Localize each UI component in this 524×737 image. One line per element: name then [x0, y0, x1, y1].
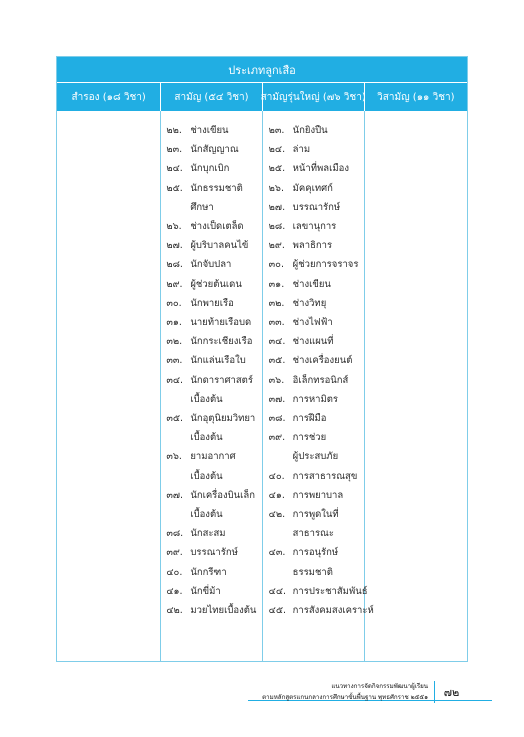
list-item: [161, 486, 261, 505]
item-label: ผู้ประสบภัย: [292, 451, 339, 463]
scout-badge-table: [56, 56, 468, 662]
item-label: ล่าม: [292, 144, 311, 156]
item-number: ๓๔.: [268, 336, 286, 348]
item-label: การอนุรักษ์: [292, 547, 339, 559]
item-number: ๓๕.: [268, 355, 286, 367]
item-label: นักสะสม: [190, 528, 226, 540]
item-label: นักเครื่องบินเล็ก: [190, 489, 255, 501]
item-number: ๒๕.: [268, 163, 286, 175]
item-number: [166, 467, 190, 486]
item-label: ธรรมชาติ: [292, 566, 333, 578]
item-number: ๔๔.: [268, 585, 287, 597]
list-item: [263, 467, 364, 486]
item-label: เบื้องต้น: [190, 393, 223, 405]
list-item: [161, 294, 261, 313]
item-number: ๔๑.: [268, 489, 285, 501]
list-item: [161, 140, 261, 159]
list-item: [161, 524, 261, 543]
item-label: ช่างเครื่องยนต์: [292, 355, 353, 367]
item-number: ๒๘.: [166, 259, 183, 271]
list-item: [263, 179, 364, 198]
list-item: [161, 428, 261, 447]
item-number: ๒๓.: [268, 125, 285, 136]
item-number: [166, 505, 190, 524]
item-number: ๓๖.: [268, 374, 285, 386]
item-number: [269, 447, 293, 466]
list-item: [263, 390, 364, 409]
item-number: ๒๖.: [166, 221, 182, 233]
item-number: ๓๐.: [268, 259, 284, 271]
list-item: [263, 275, 364, 294]
item-number: ๒๗.: [166, 240, 183, 252]
column-senior-scout: [263, 111, 374, 661]
item-number: ๓๐.: [166, 297, 182, 309]
item-number: ๒๙.: [166, 278, 183, 290]
column-cub: [57, 111, 161, 661]
footer-text: [262, 681, 434, 703]
item-number: ๓๔.: [166, 374, 184, 386]
item-number: [166, 390, 190, 409]
item-label: นักพายเรือ: [190, 297, 234, 309]
item-label: นักกรีฑา: [190, 566, 227, 578]
item-number: ๔๓.: [268, 547, 286, 559]
item-label: นักธรรมชาติ: [190, 182, 243, 194]
list-item: [161, 275, 261, 294]
list-item: [263, 543, 364, 562]
item-number: ๓๒.: [166, 336, 183, 348]
item-label: หน้าที่พลเมือง: [292, 163, 349, 175]
item-number: ๓๓.: [166, 355, 183, 367]
item-number: ๒๓.: [166, 144, 183, 156]
list-item: [161, 313, 261, 332]
header-rover: วิสามัญ (๑๑ วิชา): [377, 91, 455, 103]
list-item: [263, 486, 364, 505]
list-item: [263, 563, 364, 582]
item-label: เบื้องต้น: [190, 432, 223, 444]
item-label: มัคคุเทศก์: [292, 182, 333, 194]
item-number: ๒๕.: [166, 182, 183, 194]
item-label: นักแล่นเรือใบ: [190, 355, 246, 367]
list-item: [263, 313, 364, 332]
list-item: [161, 601, 261, 620]
page-footer: [262, 681, 468, 703]
column-scout: [161, 111, 262, 661]
item-label: อิเล็กทรอนิกส์: [292, 374, 349, 386]
item-label: ผู้ช่วยต้นเดน: [190, 278, 242, 290]
list-item: [263, 601, 374, 620]
list-item: [161, 236, 261, 255]
item-number: ๔๑.: [166, 585, 183, 597]
list-item: [263, 217, 364, 236]
list-item: [161, 179, 261, 198]
list-item: [161, 505, 261, 524]
item-number: ๓๘.: [268, 413, 286, 425]
list-item: [263, 121, 364, 140]
list-item: [161, 217, 261, 236]
item-number: ๒๗.: [268, 201, 286, 213]
item-label: การฝีมือ: [292, 413, 327, 425]
item-number: ๓๗.: [268, 393, 286, 405]
list-item: [161, 332, 261, 351]
list-item: [263, 332, 364, 351]
item-label: มวยไทยเบื้องต้น: [190, 605, 257, 617]
footer-line-1: แนวทางการจัดกิจกรรมพัฒนาผู้เรียน: [331, 683, 428, 690]
list-item: [161, 351, 261, 370]
item-number: ๓๑.: [268, 278, 285, 290]
list-item: [161, 543, 261, 562]
item-label: นักสัญญาณ: [190, 144, 239, 156]
list-item: [161, 563, 261, 582]
list-item: [161, 121, 261, 140]
list-item: [161, 159, 261, 178]
list-item: [263, 294, 364, 313]
item-label: นักขี่ม้า: [190, 585, 221, 597]
list-item: [161, 582, 261, 601]
list-item: [161, 467, 261, 486]
table-body-row: [57, 111, 467, 661]
item-label: การพูดในที่: [292, 509, 339, 521]
item-number: ๔๒.: [268, 509, 286, 521]
item-label: บรรณารักษ์: [190, 547, 238, 559]
item-label: นักอุตุนิยมวิทยา: [190, 413, 256, 425]
item-label: การประชาสัมพันธ์: [292, 585, 368, 597]
item-label: บรรณารักษ์: [292, 201, 341, 213]
list-item: [161, 371, 261, 390]
item-number: ๓๘.: [166, 528, 184, 540]
item-label: เบื้องต้น: [190, 509, 223, 521]
item-label: ยามอากาศ: [190, 451, 236, 463]
page-number: ๗๒: [434, 681, 468, 703]
list-item: [161, 447, 261, 466]
table-title: ประเภทลูกเสือ: [57, 57, 467, 83]
item-number: ๓๑.: [166, 317, 182, 329]
item-label: นักยิงปืน: [292, 125, 328, 136]
item-number: [166, 428, 190, 447]
item-label: การหามิตร: [292, 393, 338, 405]
item-label: ช่างเขียน: [190, 125, 229, 136]
item-number: [269, 563, 293, 582]
list-item: [263, 255, 364, 274]
item-label: นักบุกเบิก: [190, 163, 230, 175]
item-number: ๒๔.: [268, 144, 286, 156]
item-number: ๓๙.: [166, 547, 183, 559]
item-number: [166, 198, 190, 217]
item-label: การช่วย: [292, 432, 327, 444]
list-item: [263, 236, 364, 255]
item-number: ๓๖.: [166, 451, 182, 463]
item-label: นักกระเชียงเรือ: [190, 336, 253, 348]
item-number: ๔๒.: [166, 605, 183, 617]
list-item: [263, 351, 364, 370]
item-label: ผู้บริบาลคนไข้: [190, 240, 249, 252]
list-item: [263, 524, 364, 543]
list-item: [161, 255, 261, 274]
item-label: ผู้ช่วยการจราจร: [292, 259, 359, 271]
item-label: นายท้ายเรือบด: [190, 317, 252, 329]
item-label: ช่างเป็ดเตล็ด: [190, 221, 244, 233]
item-label: การสังคมสงเคราะห์: [292, 605, 374, 617]
item-number: [269, 524, 293, 543]
list-item: [161, 390, 261, 409]
item-number: ๒๒.: [166, 125, 182, 136]
list-item: [263, 159, 364, 178]
list-item: [161, 409, 261, 428]
list-item: [263, 409, 364, 428]
list-item: [263, 447, 364, 466]
item-label: ช่างเขียน: [292, 278, 331, 290]
column-rover: [365, 111, 467, 661]
item-label: การสาธารณสุข: [292, 470, 358, 482]
header-cub: สำรอง (๑๘ วิชา): [57, 83, 161, 111]
item-label: นักจับปลา: [190, 259, 232, 271]
item-number: ๓๙.: [268, 432, 286, 444]
item-label: การพยาบาล: [292, 489, 344, 501]
item-label: เบื้องต้น: [190, 470, 223, 482]
item-label: ช่างแผนที่: [292, 336, 334, 348]
item-number: ๔๐.: [268, 470, 285, 482]
table-header-row: [57, 83, 467, 111]
item-number: ๔๕.: [268, 605, 287, 617]
list-item: [263, 505, 364, 524]
item-label: เลขานุการ: [292, 221, 337, 233]
item-number: ๓๓.: [268, 317, 285, 329]
header-scout: สามัญ (๕๔ วิชา): [161, 83, 262, 111]
item-label: นักดาราศาสตร์: [190, 374, 253, 386]
list-item: [263, 198, 364, 217]
item-label: สาธารณะ: [292, 528, 334, 540]
item-number: ๓๗.: [166, 489, 183, 501]
footer-line-2: ตามหลักสูตรแกนกลางการศึกษาขั้นพื้นฐาน พุทธศักราช ๒๕๕๑: [262, 694, 428, 701]
item-number: ๒๙.: [268, 240, 285, 252]
list-item: [263, 371, 364, 390]
list-item: [263, 140, 364, 159]
item-label: ช่างไฟฟ้า: [292, 317, 333, 329]
item-number: ๒๔.: [166, 163, 183, 175]
item-label: พลาธิการ: [292, 240, 333, 252]
header-senior-scout: สามัญรุ่นใหญ่ (๗๖ วิชา): [263, 83, 365, 111]
list-item: [263, 428, 364, 447]
list-item: [161, 198, 261, 217]
item-number: ๒๘.: [268, 221, 286, 233]
item-number: ๒๖.: [268, 182, 284, 194]
item-number: ๔๐.: [166, 566, 183, 578]
item-number: ๓๕.: [166, 413, 184, 425]
item-number: ๓๒.: [268, 297, 285, 309]
item-label: ศึกษา: [190, 201, 214, 213]
item-label: ช่างวิทยุ: [292, 297, 327, 309]
list-item: [263, 582, 368, 601]
